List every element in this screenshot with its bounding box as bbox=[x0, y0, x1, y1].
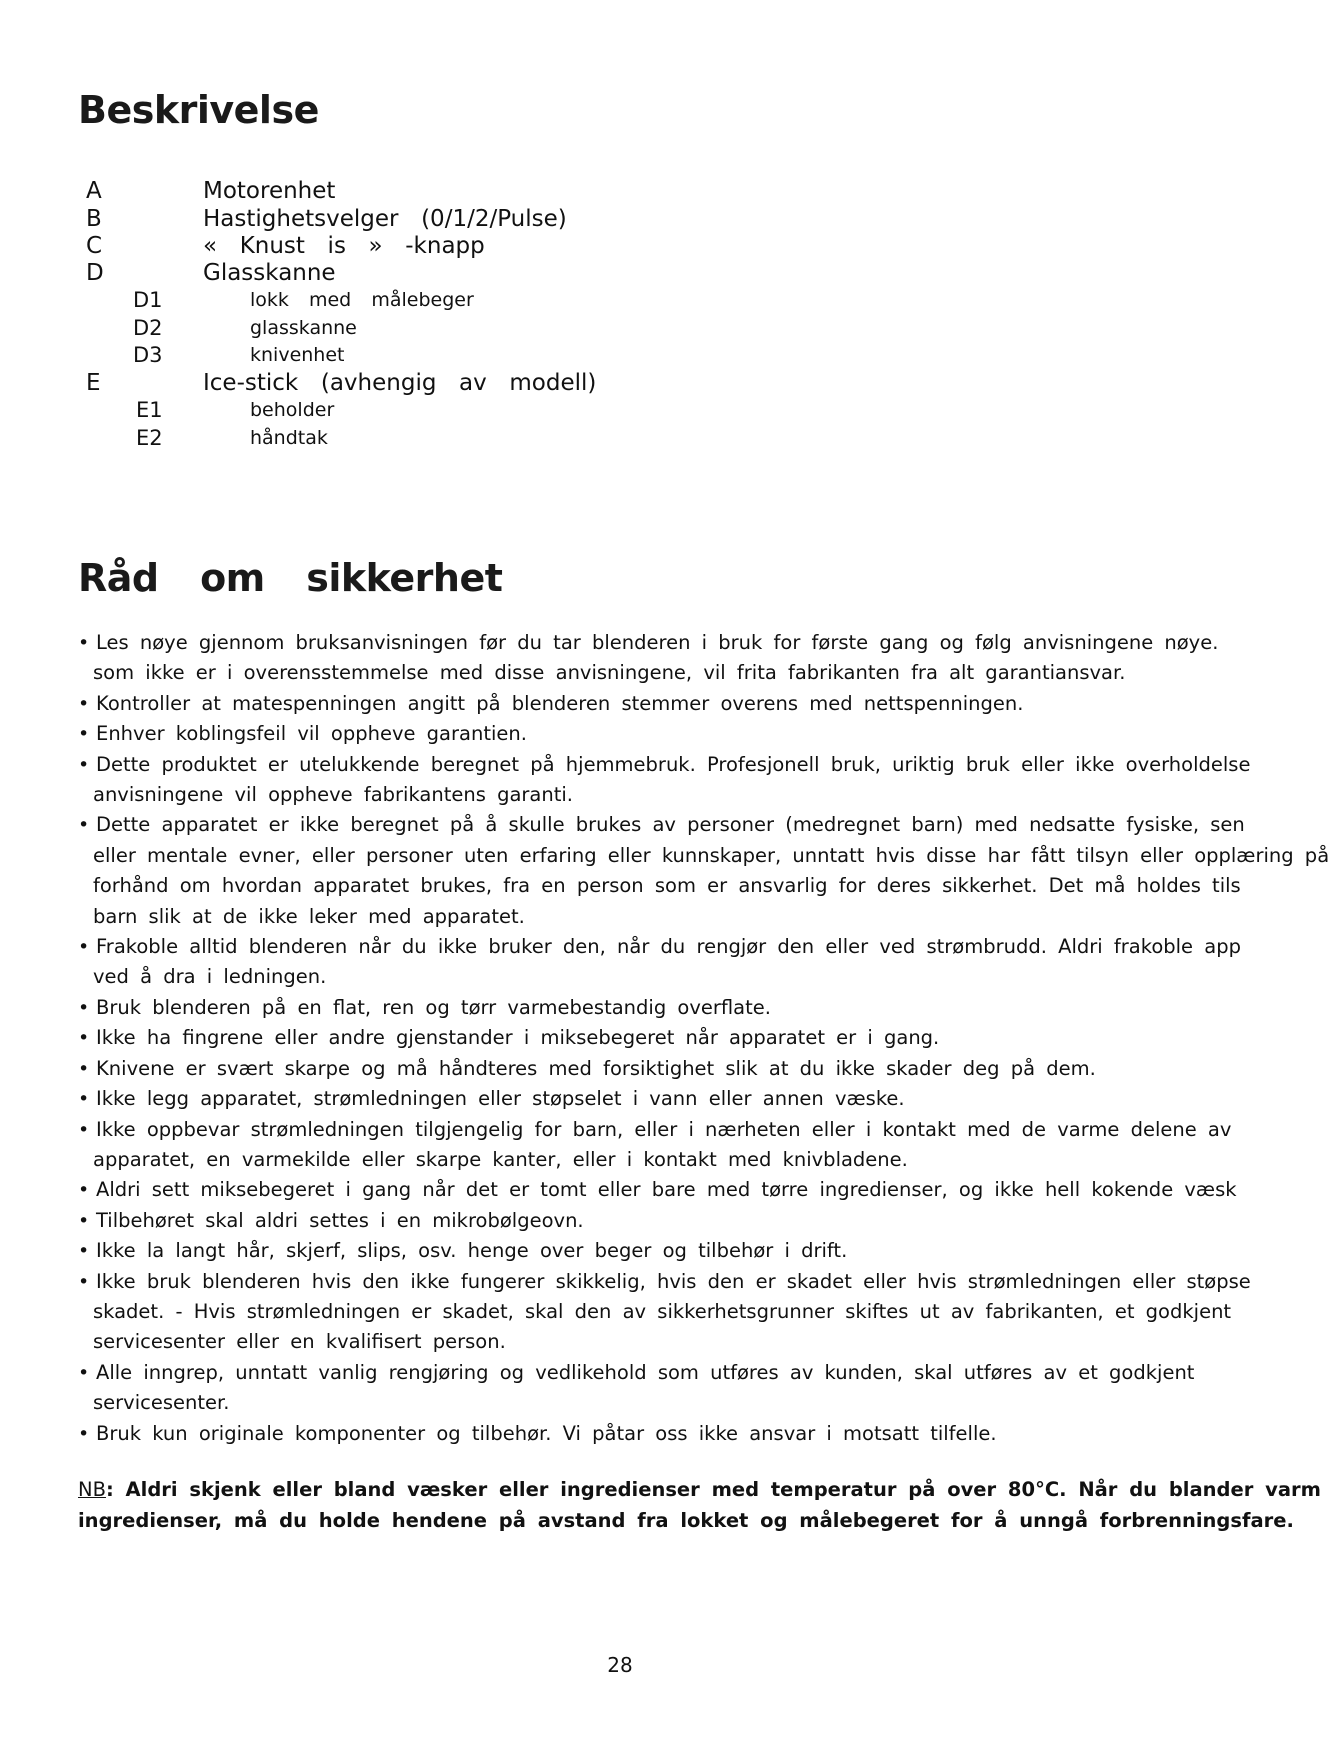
description-item-code: E1 bbox=[136, 398, 163, 422]
description-item-label: håndtak bbox=[250, 427, 328, 449]
safety-list bbox=[0, 628, 1329, 1449]
description-item-code: D2 bbox=[133, 316, 163, 340]
safety-item-line: ved å dra i ledningen. bbox=[93, 965, 327, 989]
description-item-label: Ice-stick (avhengig av modell) bbox=[203, 370, 597, 396]
bullet-icon: • bbox=[78, 1240, 90, 1263]
safety-item-line: Ikke ha fingrene eller andre gjenstander i miksebegeret når apparatet er i gang. bbox=[96, 1026, 940, 1050]
description-item-code: D1 bbox=[133, 288, 163, 312]
bullet-icon: • bbox=[78, 632, 90, 654]
description-item-label: Glasskanne bbox=[203, 260, 336, 286]
bullet-icon: • bbox=[78, 1088, 90, 1111]
safety-item-line: Ikke la langt hår, skjerf, slips, osv. henge over beger og tilbehør i drift. bbox=[96, 1239, 848, 1263]
description-item-code: E2 bbox=[136, 426, 163, 450]
safety-item bbox=[0, 810, 1329, 932]
bullet-icon: • bbox=[78, 1057, 90, 1080]
bullet-icon: • bbox=[78, 814, 90, 837]
safety-item bbox=[0, 1023, 1198, 1053]
safety-item-line: Tilbehøret skal aldri settes i en mikrobølgeovn. bbox=[96, 1208, 584, 1232]
description-item-label: knivenhet bbox=[250, 344, 345, 366]
safety-item bbox=[0, 1206, 1198, 1236]
safety-item-line: Enhver koblingsfeil vil oppheve garantien. bbox=[96, 722, 527, 746]
bullet-icon: • bbox=[78, 1270, 90, 1293]
description-item-label: lokk med målebeger bbox=[250, 289, 474, 311]
safety-item bbox=[0, 1084, 1198, 1114]
page-number: 28 bbox=[607, 1653, 633, 1677]
bullet-icon: • bbox=[78, 1027, 90, 1050]
safety-item-line: Dette produktet er utelukkende beregnet på hjemmebruk. Profesjonell bruk, uriktig bruk eller ikke overholdelse bbox=[96, 752, 1251, 776]
safety-item-line: Ikke oppbevar strømledningen tilgjengelig for barn, eller i nærheten eller i kontakt med de varme delene av bbox=[96, 1117, 1232, 1141]
safety-item-line: servicesenter eller en kvalifisert person. bbox=[93, 1330, 506, 1354]
safety-item bbox=[0, 1358, 1198, 1419]
bullet-icon: • bbox=[78, 753, 90, 776]
safety-item-line: Les nøye gjennom bruksanvisningen før du tar blenderen i bruk for første gang og følg anvisningene nøye. bbox=[96, 631, 1219, 654]
safety-item-line: Bruk kun originale komponenter og tilbehør. Vi påtar oss ikke ansvar i motsatt tilfelle. bbox=[96, 1421, 997, 1445]
description-item-label: Motorenhet bbox=[203, 178, 336, 204]
nb-note bbox=[78, 1474, 1321, 1536]
safety-item-line: Dette apparatet er ikke beregnet på å skulle brukes av personer (medregnet barn) med nedsatte fysiske, sen bbox=[96, 813, 1245, 837]
safety-item-line: eller mentale evner, eller personer uten erfaring eller kunnskaper, unntatt hvis disse har fått tilsyn eller opplæring på bbox=[93, 843, 1329, 867]
safety-item-line: anvisningene vil oppheve fabrikantens garanti. bbox=[93, 783, 574, 807]
safety-item bbox=[0, 750, 1251, 811]
nb-line bbox=[78, 1474, 1321, 1505]
bullet-icon: • bbox=[78, 1179, 90, 1202]
nb-text: ingredienser, må du holde hendene på avstand fra lokket og målebegeret for å unngå forbrenningsfare. bbox=[78, 1509, 1294, 1532]
safety-item-line: forhånd om hvordan apparatet brukes, fra en person som er ansvarlig for deres sikkerhet. Det må holdes tils bbox=[93, 874, 1241, 898]
safety-item-line: Alle inngrep, unntatt vanlig rengjøring og vedlikehold som utføres av kunden, skal utføres av et godkjent bbox=[96, 1360, 1195, 1384]
safety-item bbox=[0, 1419, 1198, 1449]
safety-item-line: servicesenter. bbox=[93, 1391, 230, 1415]
description-item-code: B bbox=[86, 206, 102, 232]
safety-item bbox=[0, 1236, 1198, 1266]
description-item-code: A bbox=[86, 178, 102, 204]
safety-item bbox=[0, 1175, 1237, 1205]
safety-item bbox=[0, 1054, 1198, 1084]
safety-item bbox=[0, 719, 1198, 749]
safety-item-line: skadet. - Hvis strømledningen er skadet, skal den av sikkerhetsgrunner skiftes ut av fabrikanten, et godkjent bbox=[93, 1299, 1232, 1323]
description-item-label: « Knust is » -knapp bbox=[203, 233, 485, 259]
nb-text: : Aldri skjenk eller bland væsker eller ingredienser med temperatur på over 80°C. Når du blander varm bbox=[105, 1478, 1321, 1501]
safety-item bbox=[0, 1115, 1232, 1176]
description-item-code: E bbox=[86, 370, 101, 396]
bullet-icon: • bbox=[78, 1422, 90, 1445]
safety-item-line: Ikke bruk blenderen hvis den ikke fungerer skikkelig, hvis den er skadet eller hvis strømledningen eller støpse bbox=[96, 1269, 1251, 1293]
bullet-icon: • bbox=[78, 1361, 90, 1384]
description-item-label: beholder bbox=[250, 399, 335, 421]
nb-line bbox=[78, 1505, 1294, 1536]
bullet-icon: • bbox=[78, 1209, 90, 1232]
description-item-label: glasskanne bbox=[250, 317, 357, 339]
safety-item bbox=[0, 628, 1219, 689]
bullet-icon: • bbox=[78, 1118, 90, 1141]
nb-label: NB bbox=[78, 1478, 106, 1501]
safety-item bbox=[0, 993, 1198, 1023]
safety-heading: Råd om sikkerhet bbox=[78, 556, 503, 600]
description-item-label: Hastighetsvelger (0/1/2/Pulse) bbox=[203, 206, 567, 232]
safety-item bbox=[0, 1267, 1251, 1358]
safety-item-line: Ikke legg apparatet, strømledningen eller støpselet i vann eller annen væske. bbox=[96, 1087, 905, 1111]
safety-item-line: barn slik at de ikke leker med apparatet. bbox=[93, 904, 525, 928]
safety-item bbox=[0, 689, 1198, 719]
bullet-icon: • bbox=[78, 692, 90, 715]
safety-item-line: apparatet, en varmekilde eller skarpe kanter, eller i kontakt med knivbladene. bbox=[93, 1147, 908, 1171]
description-item-code: D3 bbox=[133, 343, 163, 367]
bullet-icon: • bbox=[78, 936, 90, 959]
description-item-code: C bbox=[86, 233, 103, 259]
safety-item-line: Frakoble alltid blenderen når du ikke bruker den, når du rengjør den eller ved strømbrudd. Aldri frakoble app bbox=[96, 935, 1241, 959]
safety-item-line: Knivene er svært skarpe og må håndteres med forsiktighet slik at du ikke skader deg på dem. bbox=[96, 1056, 1096, 1080]
description-item-code: D bbox=[86, 260, 104, 286]
bullet-icon: • bbox=[78, 996, 90, 1019]
description-heading: Beskrivelse bbox=[78, 88, 319, 132]
safety-item-line: Aldri sett miksebegeret i gang når det er tomt eller bare med tørre ingredienser, og ikke hell kokende væsk bbox=[96, 1178, 1237, 1202]
safety-item-line: Kontroller at matespenningen angitt på blenderen stemmer overens med nettspenningen. bbox=[96, 691, 1024, 715]
bullet-icon: • bbox=[78, 723, 90, 746]
safety-item-line: som ikke er i overensstemmelse med disse anvisningene, vil frita fabrikanten fra alt garantiansvar. bbox=[93, 661, 1126, 685]
safety-item bbox=[0, 932, 1241, 993]
safety-item-line: Bruk blenderen på en flat, ren og tørr varmebestandig overflate. bbox=[96, 995, 771, 1019]
